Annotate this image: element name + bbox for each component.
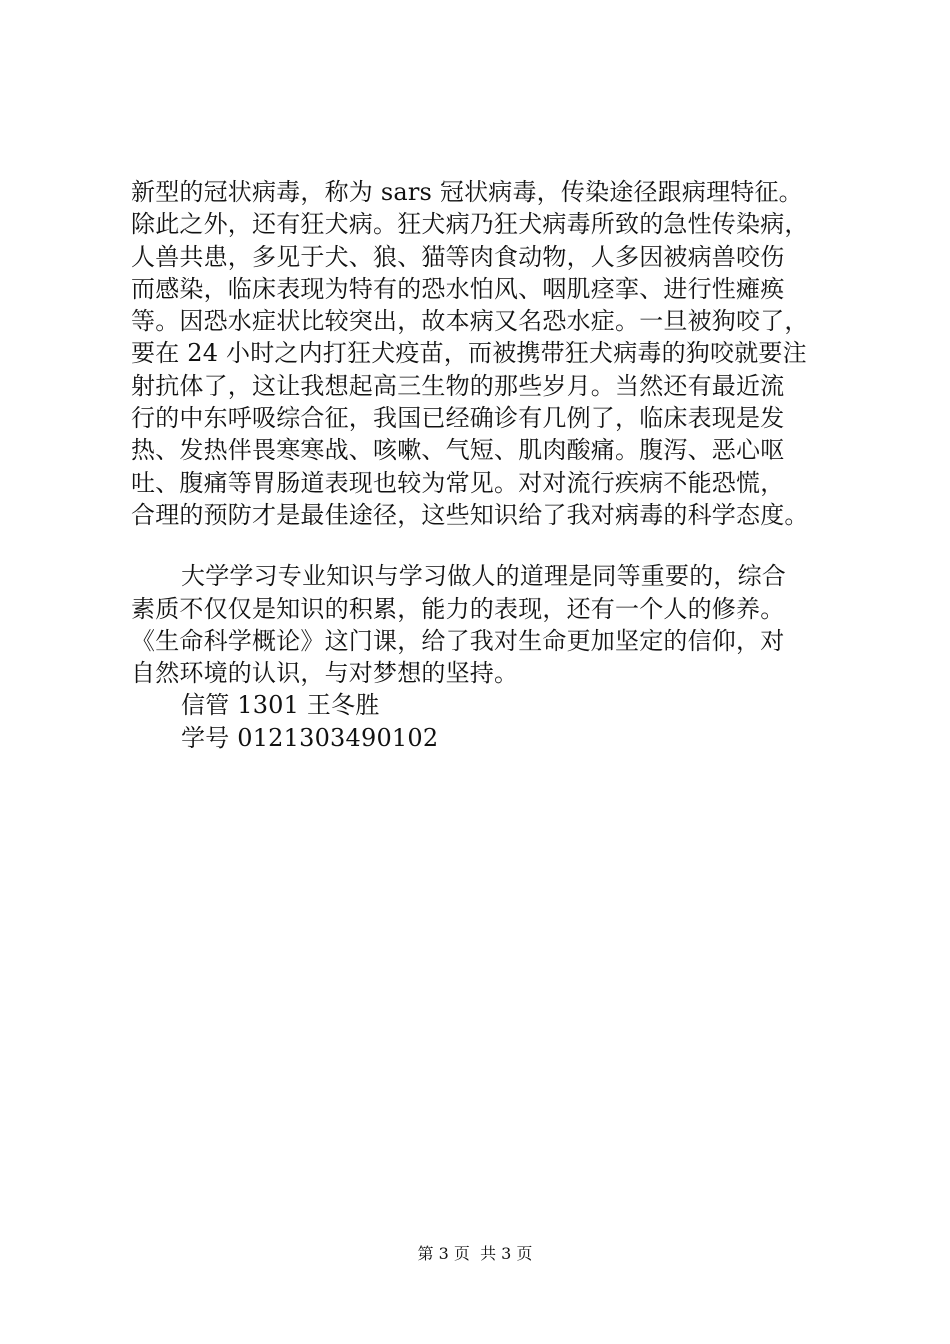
paragraph-1-line: 而感染，临床表现为特有的恐水怕风、咽肌痉挛、进行性瘫痪 [131,274,785,303]
paragraph-1-line: 吐、腹痛等胃肠道表现也较为常见。对对流行疾病不能恐慌， [131,468,785,497]
paragraph-1-line: 合理的预防才是最佳途径，这些知识给了我对病毒的科学态度。 [131,500,809,529]
paragraph-1-line: 射抗体了，这让我想起高三生物的那些岁月。当然还有最近流 [131,371,785,400]
paragraph-2-line: 自然环境的认识，与对梦想的坚持。 [131,659,519,688]
paragraph-spacer [131,531,851,560]
signature-student-id: 学号 0121303490102 [181,723,439,752]
paragraph-2-line: 《生命科学概论》这门课，给了我对生命更加坚定的信仰，对 [131,626,785,655]
paragraph-1-line: 热、发热伴畏寒寒战、咳嗽、气短、肌肉酸痛。腹泻、恶心呕 [131,436,785,465]
paragraph-1-line: 等。因恐水症状比较突出，故本病又名恐水症。一旦被狗咬了， [131,307,809,336]
paragraph-2-line: 大学学习专业知识与学习做人的道理是同等重要的，综合 [181,562,786,591]
paragraph-1-line: 除此之外，还有狂犬病。狂犬病乃狂犬病毒所致的急性传染病， [131,210,809,239]
page-number-footer: 第 3 页 共 3 页 [417,1244,533,1263]
signature-class-name: 信管 1301 王冬胜 [181,691,380,720]
paragraph-1-line: 新型的冠状病毒，称为 sars 冠状病毒，传染途径跟病理特征。 [131,178,803,206]
paragraph-1-line: 要在 24 小时之内打狂犬疫苗，而被携带狂犬病毒的狗咬就要注 [131,339,807,368]
body-text [131,176,851,754]
paragraph-1-line: 人兽共患，多见于犬、狼、猫等肉食动物，人多因被病兽咬伤 [131,242,785,271]
paragraph-2-line: 素质不仅仅是知识的积累，能力的表现，还有一个人的修养。 [131,594,785,623]
paragraph-1-line: 行的中东呼吸综合征，我国已经确诊有几例了，临床表现是发 [131,404,785,433]
